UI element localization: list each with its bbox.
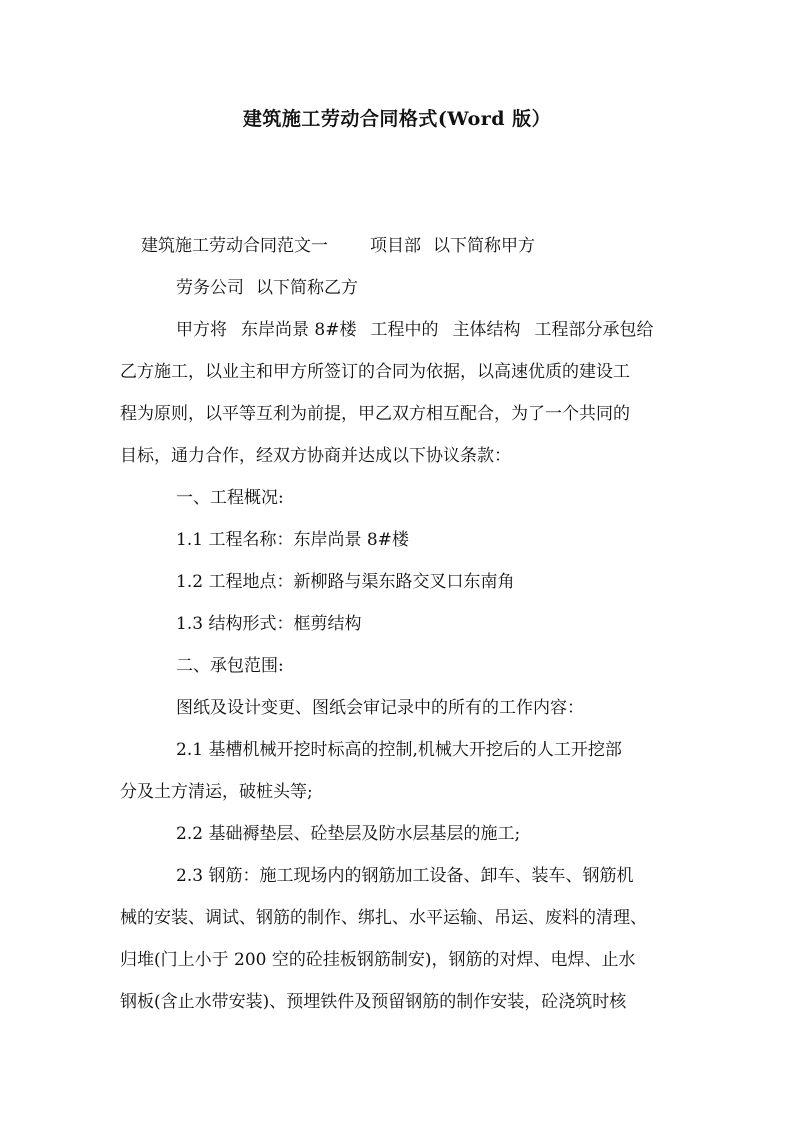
section2-heading: 二、承包范围: (176, 656, 284, 676)
para1-line1 (176, 315, 653, 340)
document-title: 建筑施工劳动合同格式(Word 版） (242, 108, 552, 130)
section1-item-1: 1.1 工程名称：东岸尚景 8#楼 (176, 530, 409, 550)
para1-line2: 乙方施工，以业主和甲方所签订的合同为依据，以高速优质的建设工 (120, 362, 630, 382)
para1-structure: 主体结构 (452, 320, 521, 340)
intro-party-a-alias: 以下简称甲方 (433, 236, 535, 256)
section2-item-23-line2: 械的安装、调试、钢筋的制作、绑扎、水平运输、吊运、废料的清理、 (120, 908, 647, 928)
section2-item-21-line2: 分及土方清运，破桩头等; (120, 782, 313, 802)
intro-project-dept: 项目部 (370, 236, 421, 256)
party-b-name: 劳务公司 (176, 278, 244, 298)
section2-item-23-line3: 归堆(门上小于 200 空的砼挂板钢筋制安)，钢筋的对焊、电焊、止水 (120, 950, 636, 970)
section2-item-21-line1: 2.1 基槽机械开挖时标高的控制,机械大开挖后的人工开挖部 (176, 740, 622, 760)
para1-building: 东岸尚景 8#楼 (241, 320, 357, 340)
section2-item-22: 2.2 基础褥垫层、砼垫层及防水层基层的施工; (176, 824, 521, 844)
section1-item-3: 1.3 结构形式：框剪结构 (176, 614, 362, 634)
intro-line (141, 231, 535, 256)
section1-item-2: 1.2 工程地点：新柳路与渠东路交叉口东南角 (176, 572, 515, 592)
section2-item-23-line1: 2.3 钢筋：施工现场内的钢筋加工设备、卸车、装车、钢筋机 (176, 866, 634, 886)
para1-text-e: 工程部分承包给 (534, 320, 654, 340)
party-b-alias: 以下简称乙方 (256, 278, 358, 298)
para1-text-c: 工程中的 (370, 320, 439, 340)
section2-item-23-line4: 钢板(含止水带安装)、预埋铁件及预留钢筋的制作安装，砼浇筑时核 (120, 992, 627, 1012)
party-b-line (176, 273, 358, 298)
intro-contract-name: 建筑施工劳动合同范文一 (141, 236, 328, 256)
section2-scope: 图纸及设计变更、图纸会审记录中的所有的工作内容： (176, 698, 584, 718)
para1-line4: 目标，通力合作，经双方协商并达成以下协议条款： (120, 446, 511, 466)
section1-heading: 一、工程概况: (176, 488, 284, 508)
para1-line3: 程为原则，以平等互利为前提，甲乙双方相互配合，为了一个共同的 (120, 404, 630, 424)
para1-text-a: 甲方将 (176, 320, 227, 340)
